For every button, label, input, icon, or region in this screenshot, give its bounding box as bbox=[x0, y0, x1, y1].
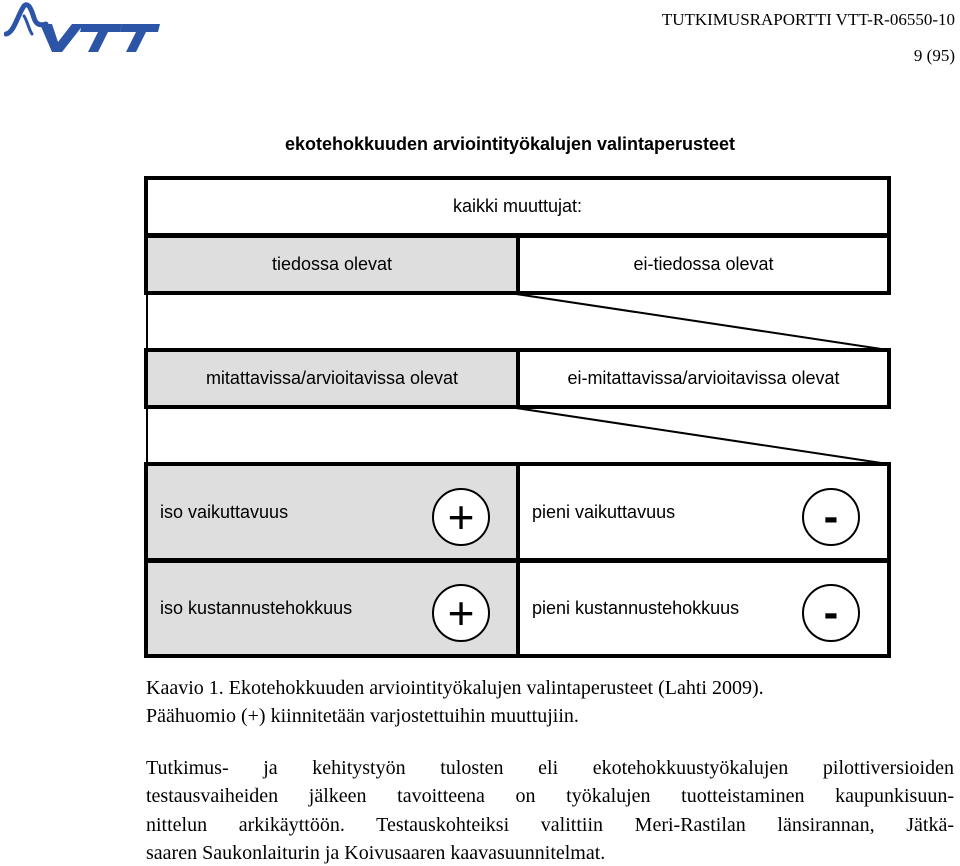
all-variables-label: kaikki muuttujat: bbox=[452, 196, 583, 216]
plus-sign-icon: + bbox=[432, 488, 490, 546]
figure-caption-note: Päähuomio (+) kiinnitetään varjostettuihin muuttujiin. bbox=[146, 705, 579, 727]
unknown-box bbox=[516, 234, 891, 295]
all-variables-box bbox=[144, 176, 891, 237]
paragraph-line: Tutkimus- ja kehitystyön tulosten eli ekotehokkuustyökalujen pilottiversioiden bbox=[146, 757, 954, 779]
high-cost-efficiency-label: iso kustannustehokkuus bbox=[160, 598, 353, 618]
measurable-label: mitattavissa/arvioitavissa olevat bbox=[205, 368, 459, 388]
diagram-title: ekotehokkuuden arviointityökalujen valintaperusteet bbox=[284, 134, 736, 154]
unknown-label: ei-tiedossa olevat bbox=[633, 254, 774, 274]
known-box bbox=[144, 234, 520, 295]
figure-caption: Kaavio 1. Ekotehokkuuden arviointityökalujen valintaperusteet (Lahti 2009). bbox=[146, 677, 764, 699]
minus-sign-icon: - bbox=[802, 488, 860, 546]
minus-sign-icon: - bbox=[802, 584, 860, 642]
paragraph-line: nittelun arkikäyttöön. Testauskohteiksi valittiin Meri-Rastilan länsirannan, Jätkä- bbox=[146, 814, 954, 836]
plus-sign-icon: + bbox=[432, 584, 490, 642]
known-label: tiedossa olevat bbox=[271, 254, 393, 274]
report-id: TUTKIMUSRAPORTTI VTT-R-06550-10 bbox=[661, 10, 955, 29]
non-measurable-box bbox=[516, 348, 891, 409]
high-impact-label: iso vaikuttavuus bbox=[160, 501, 289, 522]
non-measurable-label: ei-mitattavissa/arvioitavissa olevat bbox=[567, 368, 840, 388]
measurable-box bbox=[144, 348, 520, 409]
low-cost-efficiency-label: pieni kustannustehokkuus bbox=[532, 598, 740, 618]
paragraph-line: testausvaiheiden jälkeen tavoitteena on työkalujen tuotteistaminen kaupunkisuun- bbox=[146, 785, 954, 807]
page-number: 9 (95) bbox=[913, 46, 955, 65]
low-impact-label: pieni vaikuttavuus bbox=[532, 501, 676, 522]
paragraph-line: saaren Saukonlaiturin ja Koivusaaren kaavasuunnitelmat. bbox=[146, 842, 606, 864]
